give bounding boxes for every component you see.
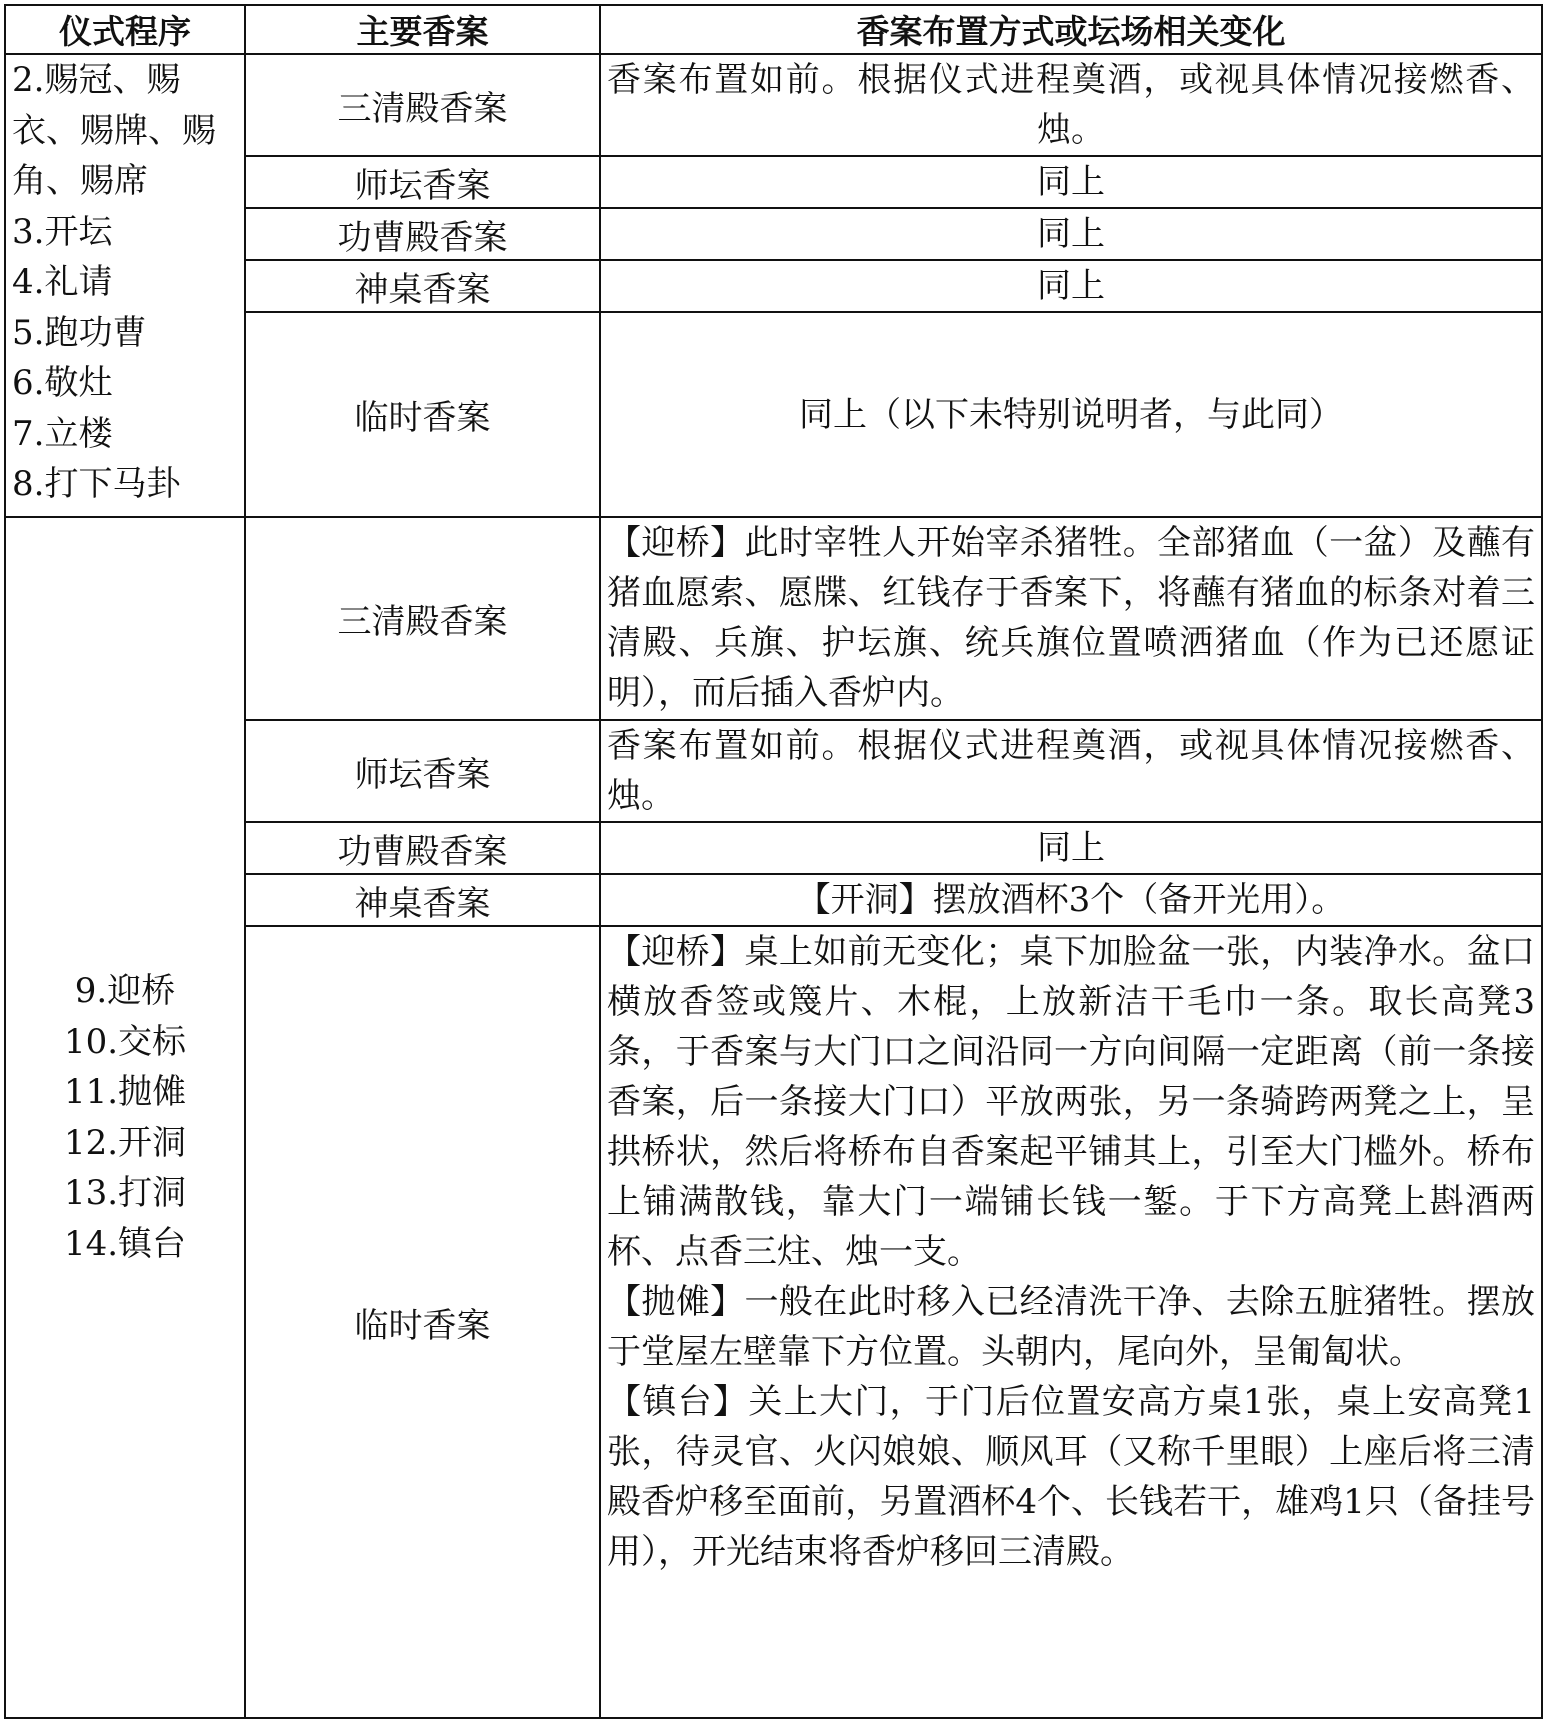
altar-arrangement: 【迎桥】此时宰牲人开始宰杀猪牲。全部猪血（一盆）及蘸有猪血愿索、愿牒、红钱存于香案下，将蘸有猪血的标条对着三清殿、兵旗、护坛旗、统兵旗位置喷洒猪血（作为已还愿证明），而后插入香炉内。 (600, 517, 1542, 720)
altar-name: 师坛香案 (245, 720, 600, 822)
table-row (5, 517, 1542, 720)
ritual-step: 4.礼请 (12, 262, 113, 302)
ritual-steps-cell (5, 54, 245, 517)
altar-arrangement: 【开洞】摆放酒杯3个（备开光用）。 (600, 874, 1542, 926)
altar-arrangement: 香案布置如前。根据仪式进程奠酒，或视具体情况接燃香、烛。 (600, 720, 1542, 822)
altar-name: 三清殿香案 (245, 54, 600, 156)
altar-arrangement: 香案布置如前。根据仪式进程奠酒，或视具体情况接燃香、烛。 (600, 54, 1542, 156)
ritual-altar-table (4, 4, 1543, 1719)
altar-arrangement: 同上 (600, 260, 1542, 312)
altar-arrangement: 同上 (600, 822, 1542, 874)
altar-arrangement: 同上 (600, 156, 1542, 208)
ritual-steps-cell (5, 517, 245, 1718)
ritual-step: 7.立楼 (12, 413, 113, 454)
ritual-step: 12.开洞 (63, 1122, 187, 1163)
ritual-step: 13.打洞 (63, 1173, 187, 1213)
ritual-step: 9.迎桥 (74, 971, 176, 1011)
ritual-step: 14.镇台 (63, 1223, 187, 1264)
altar-name: 功曹殿香案 (245, 208, 600, 260)
altar-arrangement: 同上 (600, 208, 1542, 260)
altar-name: 临时香案 (245, 926, 600, 1718)
ritual-step: 10.交标 (63, 1021, 187, 1062)
ritual-step: 5.跑功曹 (12, 312, 147, 353)
header-row (5, 5, 1542, 54)
header-altar: 主要香案 (245, 5, 600, 54)
altar-arrangement: 同上（以下未特别说明者，与此同） (600, 312, 1542, 517)
ritual-step: 11.抛傩 (63, 1072, 187, 1112)
header-arrangement: 香案布置方式或坛场相关变化 (600, 5, 1542, 54)
altar-name: 三清殿香案 (245, 517, 600, 720)
table-row (5, 54, 1542, 156)
ritual-step: 2.赐冠、赐衣、赐牌、赐角、赐席 (12, 60, 216, 201)
arrangement-paragraph: 【镇台】关上大门，于门后位置安高方桌1张，桌上安高凳1张，待灵官、火闪娘娘、顺风耳（又称千里眼）上座后将三清殿香炉移至面前，另置酒杯4个、长钱若干，雄鸡1只（备挂号用），开光结束将香炉移回三清殿。 (607, 1382, 1535, 1572)
ritual-step: 3.开坛 (12, 211, 113, 252)
altar-name: 神桌香案 (245, 874, 600, 926)
header-ritual: 仪式程序 (5, 5, 245, 54)
altar-name: 神桌香案 (245, 260, 600, 312)
altar-name: 临时香案 (245, 312, 600, 517)
ritual-step: 6.敬灶 (12, 363, 113, 403)
ritual-step: 8.打下马卦 (12, 464, 181, 504)
altar-name: 师坛香案 (245, 156, 600, 208)
altar-arrangement (600, 926, 1542, 1718)
arrangement-paragraph: 【迎桥】桌上如前无变化；桌下加脸盆一张，内装净水。盆口横放香签或篾片、木棍，上放新洁干毛巾一条。取长高凳3条，于香案与大门口之间沿同一方向间隔一定距离（前一条接香案，后一条接大门口）平放两张，另一条骑跨两凳之上，呈拱桥状，然后将桥布自香案起平铺其上，引至大门槛外。桥布上铺满散钱，靠大门一端铺长钱一錾。于下方高凳上斟酒两杯、点香三炷、烛一支。 (607, 932, 1535, 1272)
arrangement-paragraph: 【抛傩】一般在此时移入已经清洗干净、去除五脏猪牲。摆放于堂屋左壁靠下方位置。头朝内，尾向外，呈匍匐状。 (607, 1282, 1535, 1372)
altar-name: 功曹殿香案 (245, 822, 600, 874)
